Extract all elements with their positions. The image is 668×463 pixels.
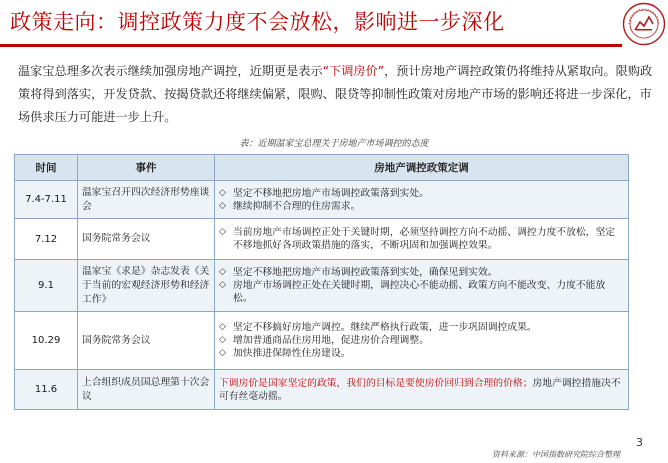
policy-line: 继续抑制不合理的住房需求。 — [233, 200, 361, 212]
table-header-row — [15, 155, 629, 181]
intro-highlight: “下调房价” — [322, 64, 385, 78]
source-note: 资料来源：中国指数研究院综合整理 — [492, 450, 620, 459]
row-event: 国务院常务会议 — [78, 219, 215, 260]
diamond-bullet-icon: ◇ — [219, 267, 226, 277]
slide-title: 政策走向：调控政策力度不会放松，影响进一步深化 — [10, 10, 505, 34]
policy-highlight: 下调房价是国家坚定的政策，我们的目标是要使房价回归到合理的价格； — [219, 377, 533, 389]
policy-rest: 房地产调控措施决不可有丝毫动摇。 — [219, 377, 621, 402]
page-number: 3 — [636, 436, 643, 449]
row-time: 7.4-7.11 — [15, 181, 78, 219]
diamond-bullet-icon: ◇ — [219, 322, 226, 332]
header-event: 事件 — [78, 155, 215, 181]
row-time: 9.1 — [15, 260, 78, 312]
diamond-bullet-icon: ◇ — [219, 335, 226, 345]
intro-text-1: 温家宝总理多次表示继续加强房地产调控，近期更是表示 — [18, 64, 323, 78]
header-time: 时间 — [15, 155, 78, 181]
intro-text-2: ，预计房地产调控政策仍将维持从紧取向。限购政策将得到落实，开发贷款、按揭贷款还将继续偏紧，限购、限贷等抑制性政策对房地产市场的影响还将进一步深化，市场供求压力可能进一步上升。 — [18, 64, 653, 124]
policy-line: 加快推进保障性住房建设。 — [233, 348, 351, 359]
table-row — [15, 370, 629, 410]
title-divider — [0, 44, 622, 47]
table-row — [15, 260, 629, 312]
row-policy — [215, 260, 629, 312]
row-event: 上合组织成员国总理第十次会议 — [78, 370, 215, 410]
table-caption: 表：近期温家宝总理关于房地产市场调控的态度 — [239, 139, 429, 149]
diamond-bullet-icon: ◇ — [219, 280, 226, 290]
row-time: 11.6 — [15, 370, 78, 410]
row-policy — [215, 219, 629, 260]
policy-line: 坚定不移地把房地产市场调控政策落到实处，确保见到实效。 — [233, 267, 498, 278]
intro-paragraph — [18, 60, 654, 129]
policy-line: 当前房地产市场调控正处于关键时期，必须坚持调控方向不动摇、调控力度不放松，坚定不移地抓好各项政策措施的落实，不断巩固和加强调控效果。 — [233, 227, 616, 251]
policy-table — [14, 154, 628, 410]
diamond-bullet-icon: ◇ — [219, 227, 226, 237]
policy-line: 坚定不移地把房地产市场调控政策落到实处。 — [233, 187, 429, 199]
policy-line: 房地产市场调控正处在关键时期，调控决心不能动摇、政策方向不能改变、力度不能放松。 — [233, 280, 606, 304]
diamond-bullet-icon: ◇ — [219, 187, 226, 198]
row-event: 温家宝《求是》杂志发表《关于当前的宏观经济形势和经济工作》 — [78, 260, 215, 312]
row-time: 10.29 — [15, 312, 78, 370]
policy-line — [219, 377, 622, 403]
row-policy — [215, 312, 629, 370]
row-policy — [215, 370, 629, 410]
row-time: 7.12 — [15, 219, 78, 260]
table-row — [15, 219, 629, 260]
row-event: 温家宝召开四次经济形势座谈会 — [78, 181, 215, 219]
row-policy — [215, 181, 629, 219]
diamond-bullet-icon: ◇ — [219, 200, 226, 211]
policy-line: 坚定不移搞好房地产调控。继续严格执行政策，进一步巩固调控成果。 — [233, 322, 537, 333]
policy-line: 增加普通商品住房用地，促进房价合理调整。 — [233, 335, 429, 346]
china-index-academy-logo — [622, 2, 666, 46]
table-row — [15, 312, 629, 370]
table-row — [15, 181, 629, 219]
diamond-bullet-icon: ◇ — [219, 348, 226, 358]
row-event: 国务院常务会议 — [78, 312, 215, 370]
header-policy: 房地产调控政策定调 — [215, 155, 629, 181]
